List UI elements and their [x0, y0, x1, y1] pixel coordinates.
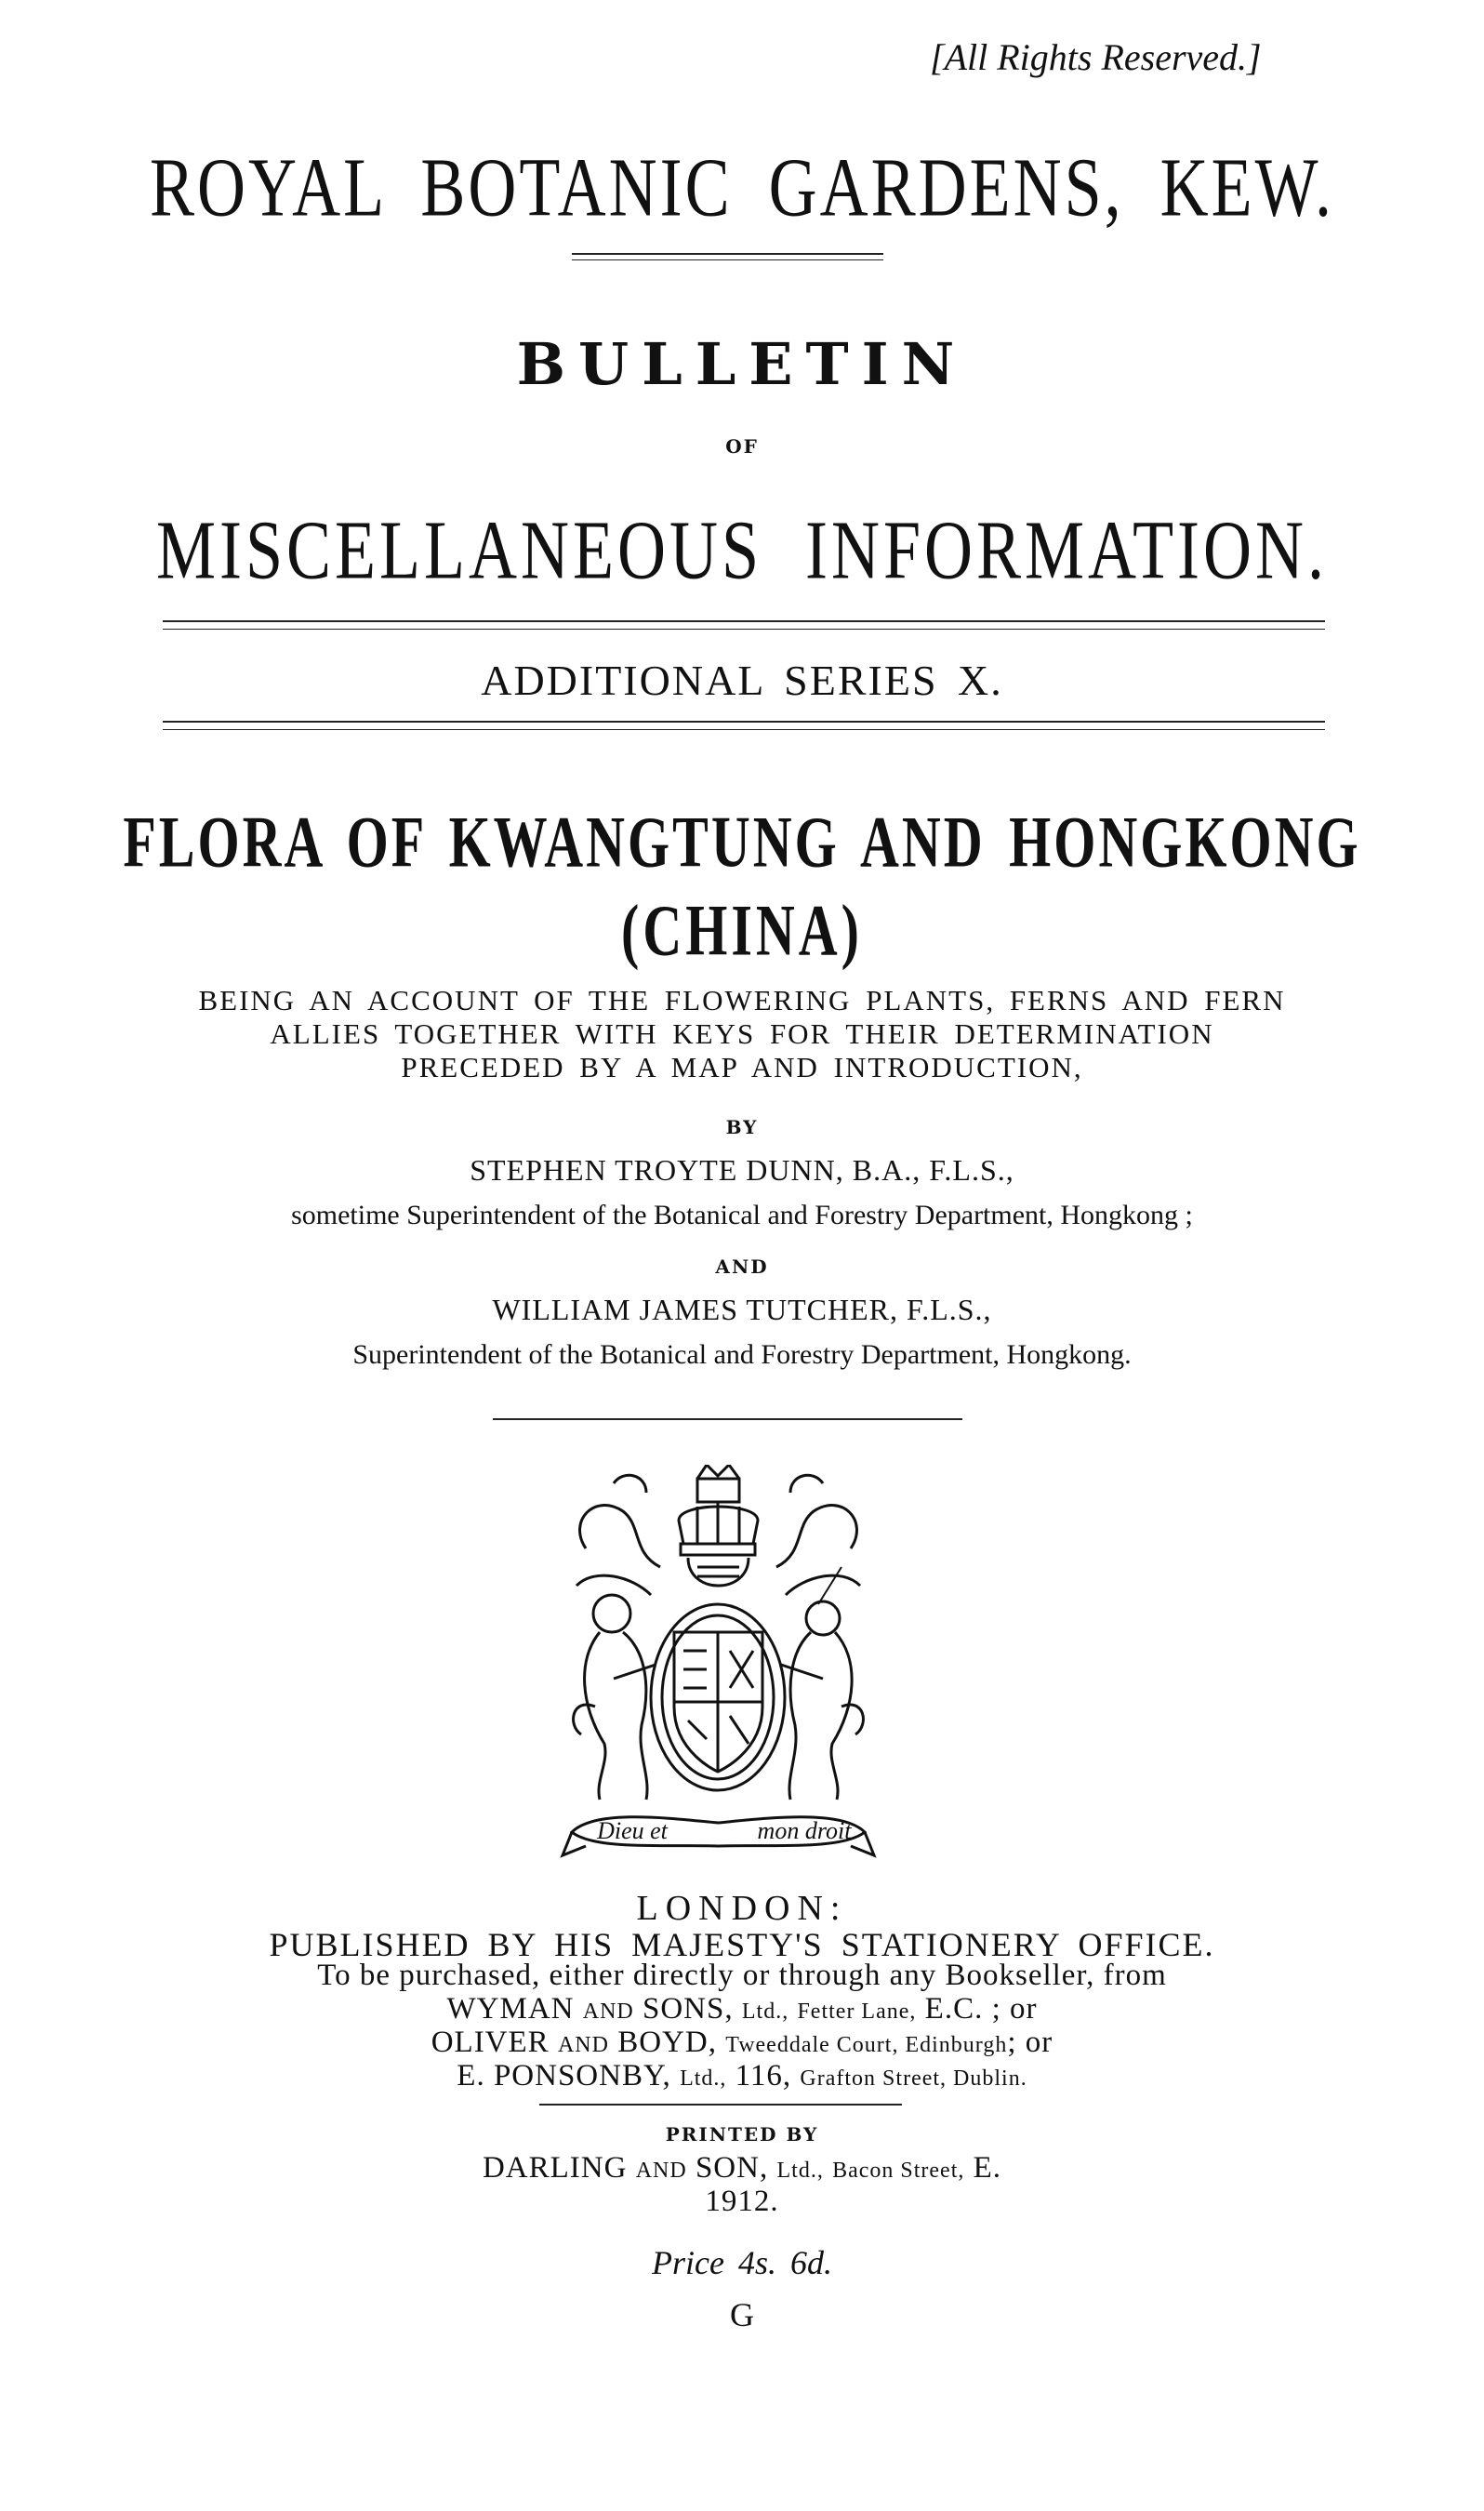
- seller-name: E. PONSONBY,: [457, 2059, 671, 2092]
- publication-year: 1912.: [705, 2185, 779, 2218]
- seller-name-cont: SONS,: [643, 1992, 734, 2026]
- institution-heading: ROYAL BOTANIC GARDENS, KEW.: [150, 140, 1334, 234]
- author-name: WILLIAM JAMES TUTCHER, F.L.S.,: [492, 1293, 992, 1326]
- imprint-line: [0, 2059, 1484, 2093]
- seller-name: WYMAN: [446, 1992, 575, 2026]
- imprint-line: [0, 2026, 1484, 2060]
- price: Price 4s. 6d.: [652, 2244, 832, 2281]
- work-region: (CHINA): [621, 889, 863, 972]
- imprint-publisher: PUBLISHED BY HIS MAJESTY'S STATIONERY OFFICE.: [269, 1926, 1215, 1963]
- seller-name: OLIVER: [431, 2026, 550, 2059]
- seller-street: Fetter Lane,: [797, 2000, 917, 2024]
- printed-by-label: PRINTED BY: [665, 2123, 819, 2146]
- divider-short-1: [572, 253, 883, 255]
- seller-district: E.C. ; or: [924, 1992, 1038, 2026]
- seller-ltd: Ltd.,: [741, 2000, 789, 2024]
- divider-mid: [493, 1418, 962, 1420]
- author-role: Superintendent of the Botanical and Forestry Department, Hongkong.: [352, 1339, 1132, 1370]
- divider-long-1: [163, 620, 1325, 622]
- work-title: FLORA OF KWANGTUNG AND HONGKONG: [123, 801, 1361, 884]
- imprint-line: To be purchased, either directly or through any Bookseller, from: [317, 1959, 1167, 1992]
- work-description-line: ALLIES TOGETHER WITH KEYS FOR THEIR DETERMINATION: [270, 1017, 1214, 1050]
- divider-long-4: [163, 729, 1325, 730]
- author-role: sometime Superintendent of the Botanical and Forestry Department, Hongkong ;: [291, 1200, 1193, 1230]
- motto-right: mon droit: [757, 1817, 852, 1844]
- and-label: AND: [715, 1256, 769, 1278]
- seller-address: Tweeddale Court, Edinburgh: [725, 2033, 1008, 2057]
- seller-and: AND: [557, 2033, 609, 2057]
- seller-or: ; or: [1007, 2026, 1053, 2059]
- seller-number: 116,: [735, 2059, 792, 2092]
- imprint-city: LONDON:: [636, 1889, 848, 1928]
- printer-and: AND: [635, 2159, 687, 2183]
- seller-ltd: Ltd.,: [680, 2066, 727, 2091]
- printer-name: DARLING: [482, 2151, 628, 2185]
- work-description-line: PRECEDED BY A MAP AND INTRODUCTION,: [401, 1051, 1083, 1083]
- seller-and: AND: [582, 2000, 634, 2024]
- divider-imprint: [539, 2104, 902, 2106]
- rights-notice: [All Rights Reserved.]: [930, 36, 1262, 78]
- seller-address: Grafton Street, Dublin.: [800, 2066, 1027, 2091]
- bulletin-of: OF: [725, 435, 759, 458]
- bulletin-title: BULLETIN: [516, 330, 968, 398]
- seller-name-cont: BOYD,: [617, 2026, 717, 2059]
- series-label: ADDITIONAL SERIES X.: [481, 657, 1003, 704]
- bulletin-subtitle: MISCELLANEOUS INFORMATION.: [155, 503, 1329, 597]
- royal-coat-of-arms-icon: [558, 1465, 879, 1865]
- printer-street: Bacon Street,: [832, 2159, 965, 2183]
- author-name: STEPHEN TROYTE DUNN, B.A., F.L.S.,: [470, 1153, 1014, 1187]
- printer-line: [0, 2151, 1484, 2186]
- imprint-line: [0, 1992, 1484, 2026]
- printer-name-cont: SON,: [695, 2151, 769, 2185]
- printer-district: E.: [973, 2151, 1002, 2185]
- divider-short-2: [572, 259, 883, 260]
- work-description-line: BEING AN ACCOUNT OF THE FLOWERING PLANTS, FERNS AND FERN: [198, 984, 1286, 1016]
- by-label: BY: [725, 1116, 759, 1138]
- motto-left: Dieu et: [597, 1817, 668, 1844]
- divider-long-3: [163, 721, 1325, 723]
- printer-ltd: Ltd.,: [776, 2159, 824, 2183]
- divider-long-2: [163, 629, 1325, 630]
- printer-mark: G: [730, 2296, 754, 2333]
